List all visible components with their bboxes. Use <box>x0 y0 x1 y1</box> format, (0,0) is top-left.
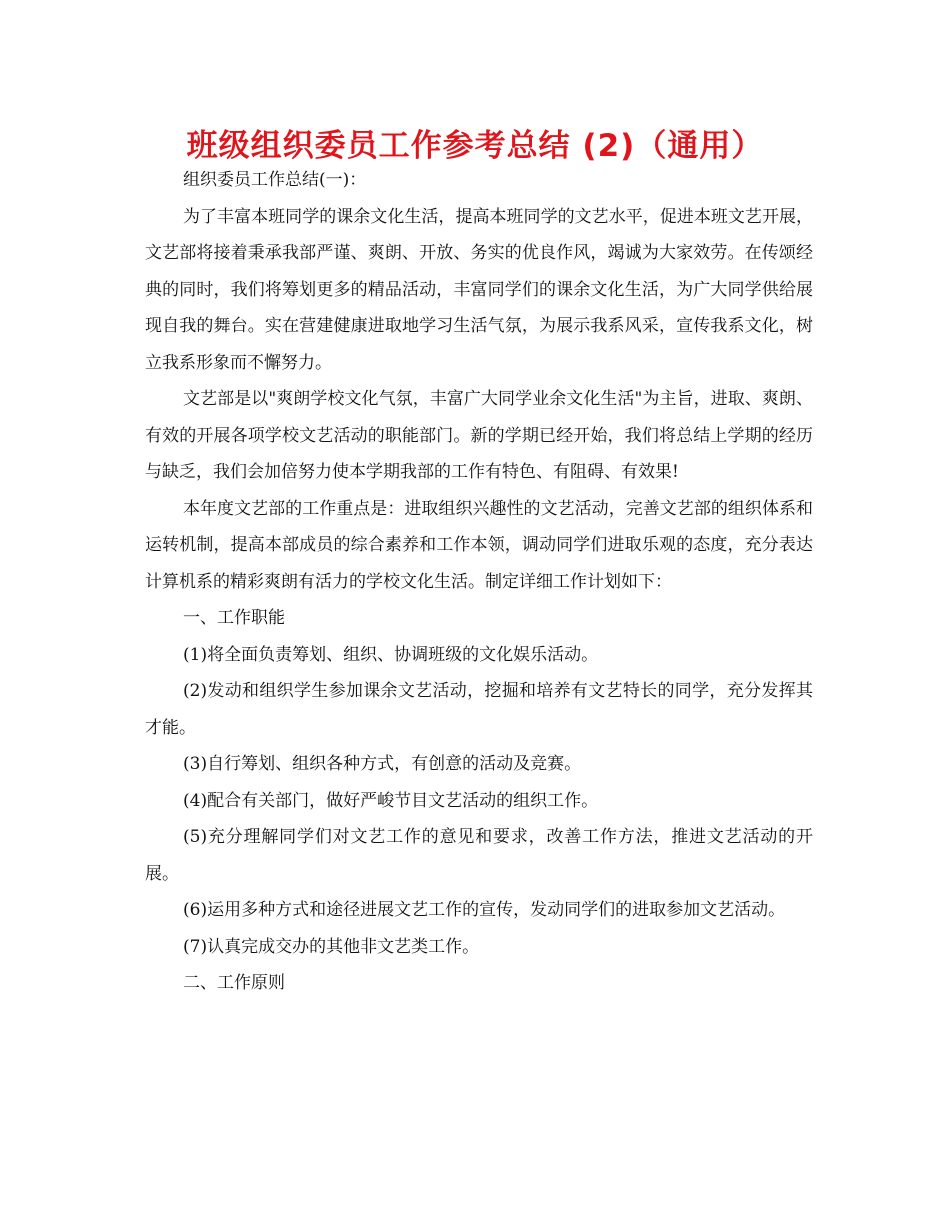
section-heading: 二、工作原则 <box>183 973 285 993</box>
paragraph: 文艺部是以"爽朗学校文化气氛，丰富广大同学业余文化生活"为主旨，进取、爽朗、有效的开展各项学校文艺活动的职能部门。新的学期已经开始，我们将总结上学期的经历与缺乏，我们会加倍努力使本学期我部的工作有特色、有阻碍、有效果! <box>145 389 813 482</box>
list-item: (6)运用多种方式和途径进展文艺工作的宣传，发动同学们的进取参加文艺活动。 <box>183 900 786 920</box>
document-title: 班级组织委员工作参考总结 (2)（通用） <box>186 128 764 164</box>
list-item: (7)认真完成交办的其他非文艺类工作。 <box>183 936 480 957</box>
paragraph: 为了丰富本班同学的课余文化生活，提高本班同学的文艺水平，促进本班文艺开展，文艺部将接着秉承我部严谨、爽朗、开放、务实的优良作风，竭诚为大家效劳。在传颂经典的同时，我们将筹划更多的精品活动，丰富同学们的课余文化生活，为广大同学供给展现自我的舞台。实在营建健康进取地学习生活气氛，为展示我系风采，宣传我系文化，树立我系形象而不懈努力。 <box>145 206 813 373</box>
list-item: (1)将全面负责筹划、组织、协调班级的文化娱乐活动。 <box>183 644 599 665</box>
list-item: (5)充分理解同学们对文艺工作的意见和要求，改善工作方法，推进文艺活动的开展。 <box>145 827 813 884</box>
paragraph: 本年度文艺部的工作重点是：进取组织兴趣性的文艺活动，完善文艺部的组织体系和运转机制，提高本部成员的综合素养和工作本领，调动同学们进取乐观的态度，充分表达计算机系的精彩爽朗有活力的学校文化生活。制定详细工作计划如下： <box>145 498 813 592</box>
list-item: (2)发动和组织学生参加课余文艺活动，挖掘和培养有文艺特长的同学，充分发挥其才能。 <box>145 681 813 738</box>
document-body <box>145 162 813 1002</box>
section-heading: 一、工作职能 <box>183 608 285 628</box>
list-item: (4)配合有关部门，做好严峻节目文艺活动的组织工作。 <box>183 790 599 811</box>
list-item: (3)自行筹划、组织各种方式，有创意的活动及竞赛。 <box>183 754 582 774</box>
paragraph: 组织委员工作总结(一)： <box>183 170 367 190</box>
